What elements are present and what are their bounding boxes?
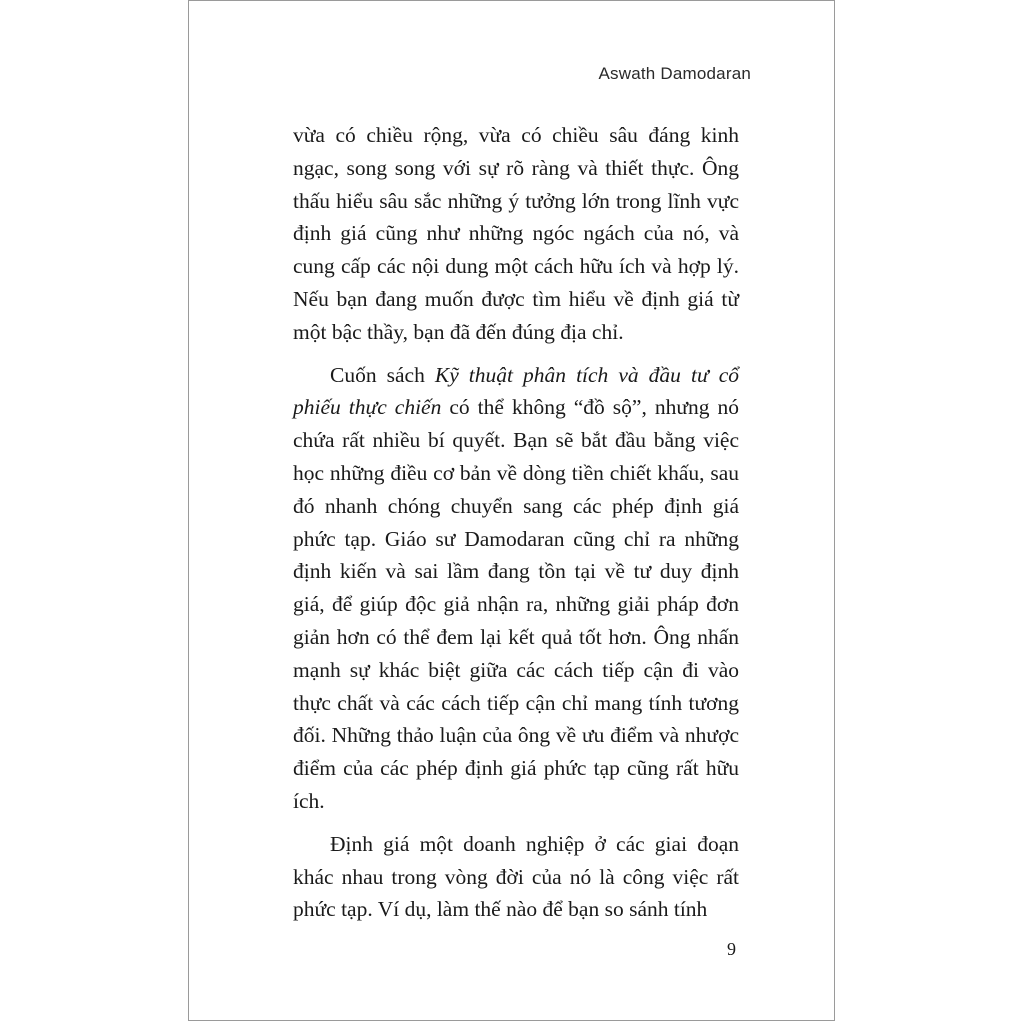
paragraph-2-lead: Cuốn sách	[330, 362, 435, 387]
paragraph-2-rest: có thể không “đồ sộ”, nhưng nó chứa rất nhiều bí quyết. Bạn sẽ bắt đầu bằng việc học những điều cơ bản về dòng tiền chiết khấu, sau đó nhanh chóng chuyển sang các phép định giá phức tạp. Giáo sư Damodaran cũng chỉ ra những định kiến và sai lầm đang tồn tại về tư duy định giá, để giúp độc giả nhận ra, những giải pháp đơn giản hơn có thể đem lại kết quả tốt hơn. Ông nhấn mạnh sự khác biệt giữa các cách tiếp cận đi vào thực chất và các cách tiếp cận chỉ mang tính tương đối. Những thảo luận của ông về ưu điểm và nhược điểm của các phép định giá phức tạp cũng rất hữu ích.	[293, 395, 739, 813]
paragraph-1: vừa có chiều rộng, vừa có chiều sâu đáng kinh ngạc, song song với sự rõ ràng và thiết thực. Ông thấu hiểu sâu sắc những ý tưởng lớn trong lĩnh vực định giá cũng như những ngóc ngách của nó, và cung cấp các nội dung một cách hữu ích và hợp lý. Nếu bạn đang muốn được tìm hiểu về định giá từ một bậc thầy, bạn đã đến đúng địa chỉ.	[293, 123, 739, 344]
book-page	[188, 0, 835, 1021]
page-number: 9	[727, 939, 736, 959]
body-text	[293, 119, 739, 926]
book-title-italic: Kỹ thuật phân tích và đầu tư cổ phiếu thực chiến	[293, 362, 739, 420]
running-header-author: Aswath Damodaran	[598, 64, 751, 83]
paragraph-3: Định giá một doanh nghiệp ở các giai đoạn khác nhau trong vòng đời của nó là công việc rất phức tạp. Ví dụ, làm thế nào để bạn so sánh tính	[293, 831, 739, 922]
paragraph-2	[293, 359, 739, 818]
